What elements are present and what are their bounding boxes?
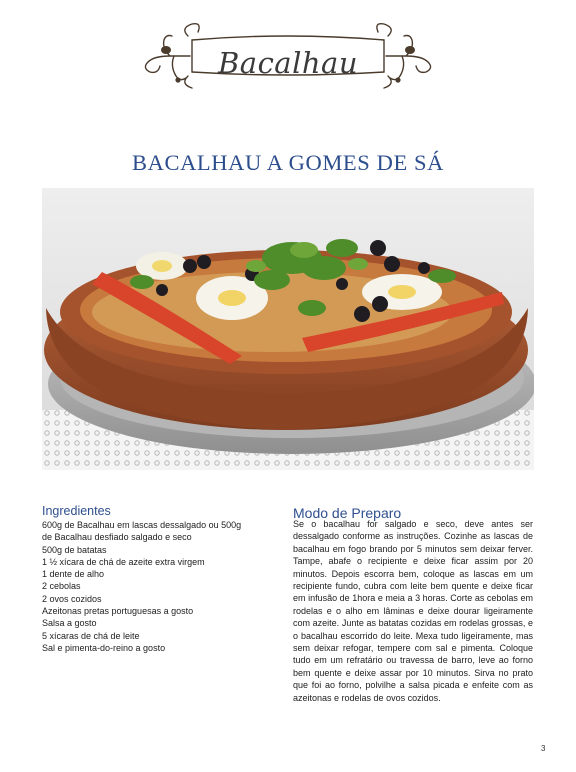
ingredients-list [42,519,282,654]
header-ornament [140,18,436,90]
list-item: 1 ½ xícara de chá de azeite extra virgem [42,556,205,567]
preparation-heading: Modo de Preparo [293,505,402,521]
list-item: 500g de batatas [42,544,107,555]
list-item: 5 xícaras de chá de leite [42,630,140,641]
bacalhau-dish-image [42,188,534,470]
recipe-title: BACALHAU A GOMES DE SÁ [132,150,444,175]
list-item: de Bacalhau desfiado salgado e seco [42,532,192,543]
brand-title: Bacalhau [217,46,359,80]
list-item: Azeitonas pretas portuguesas a gosto [42,606,194,617]
preparation-text: Se o bacalhau for salgado e seco, deve antes ser dessalgado conforme as instruções. Cozinhe as lascas de bacalhau em fogo brando por 5 minutos sem deixar ferver. Tampe, abafe o recipiente e deixe ficar assim por 20 minutos. Depois escorra bem, coloque as lascas em um recipiente fundo, cubra com leite bem quente e deixe ficar em infusão de 1hora e meia a 3 horas. Corte as cebolas em rodelas e o alho em lâminas e deixe dourar ligeiramente com azeite. Junte as batatas cozidas em rodelas grossas, e o bacalhau escorrido do leite. Mexa tudo ligeiramente, mas sem deixar refogar, tempere com sal e pimenta. Coloque tudo em um refratário ou travessa de barro, leve ao forno bem quente e deixe assar por 10 minutos. Sirva no prato que foi ao forno, polvilhe a salsa picada e enfeite com as azeitonas e rodelas de ovos cozidos. [293,519,533,703]
list-item: 1 dente de alho [42,569,105,580]
list-item: 2 cebolas [42,581,81,592]
list-item: Sal e pimenta-do-reino a gosto [42,642,166,653]
list-item: 600g de Bacalhau em lascas dessalgado ou 500g [42,520,242,530]
list-item: 2 ovos cozidos [42,593,102,604]
page-number: 3 [541,744,546,753]
ingredients-heading: Ingredientes [42,504,111,518]
dish-photo [42,188,534,470]
list-item: Salsa a gosto [42,618,97,629]
